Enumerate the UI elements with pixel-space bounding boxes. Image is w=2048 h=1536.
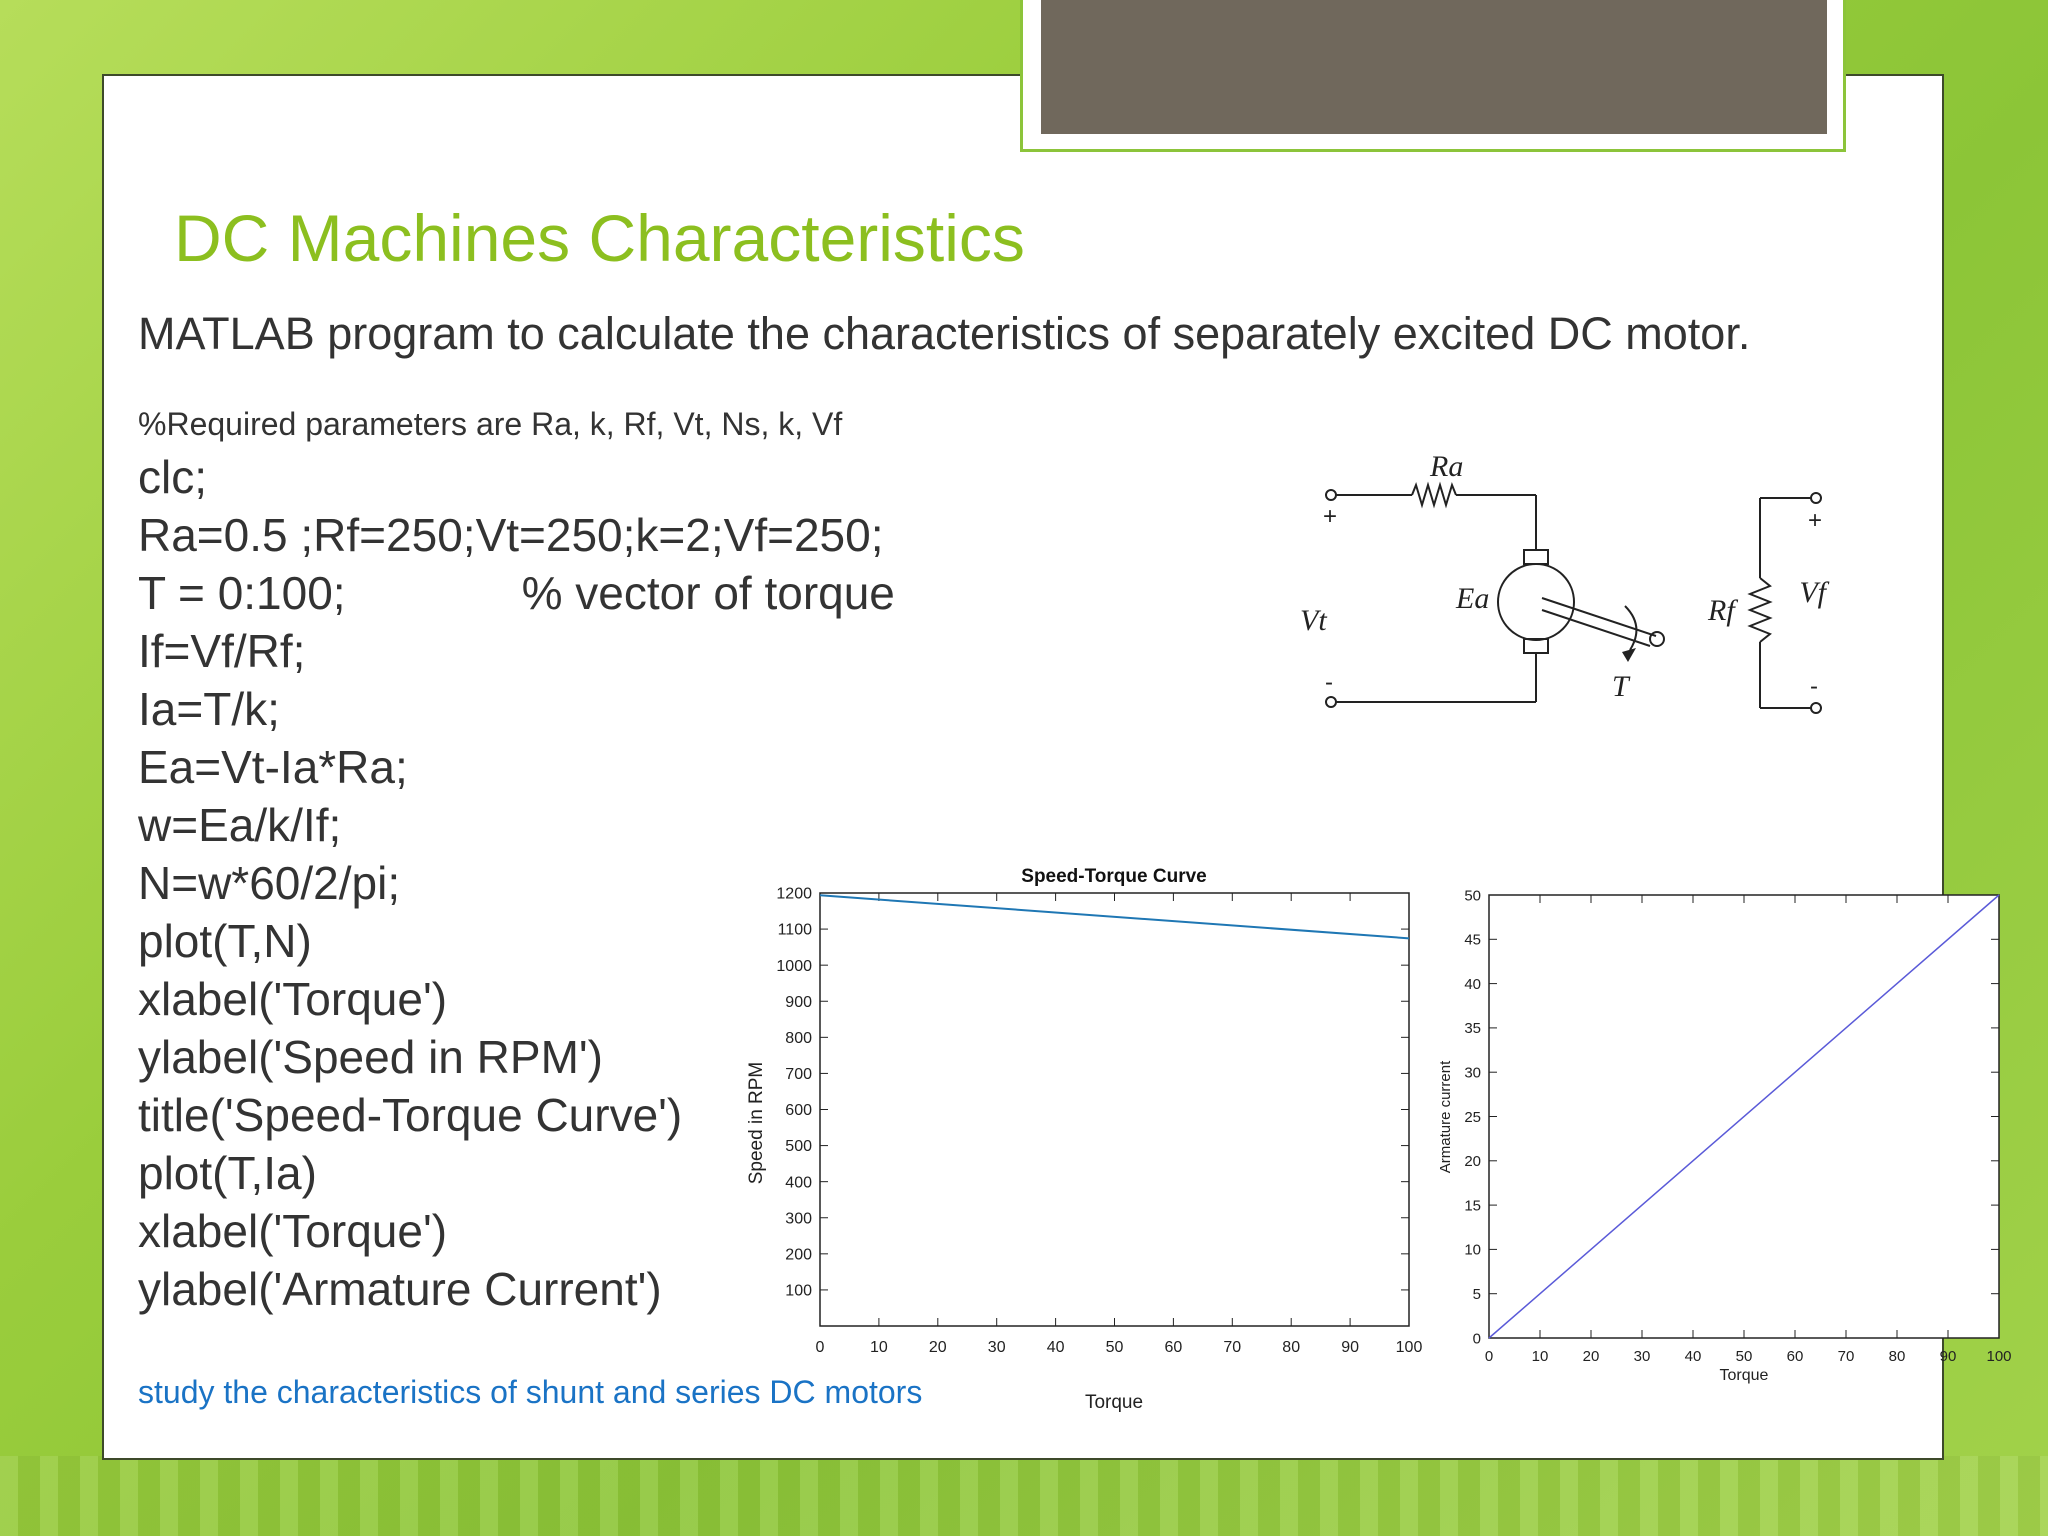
circuit-diagram [1280,440,1840,730]
study-link[interactable]: study the characteristics of shunt and series DC motors [138,1374,923,1410]
code-line: ylabel('Armature Current') [138,1263,662,1315]
label-ra: Ra [1430,450,1464,483]
shaft [1542,598,1656,636]
code-line: plot(T,N) [138,915,312,967]
inline-comment: % vector of torque [521,567,895,619]
terminal [1326,490,1336,500]
x-tick-label: 30 [987,1339,1006,1356]
x-tick-label: 100 [1986,1348,2012,1365]
brush-top [1524,550,1548,564]
x-tick-label: 80 [1888,1348,1906,1365]
label-plus-vt: + [1323,503,1338,530]
x-tick-label: 0 [1484,1348,1494,1365]
code-line: If=Vf/Rf; [138,625,306,677]
code-line: clc; [138,451,207,503]
x-tick-label: 60 [1164,1339,1183,1356]
label-minus-vt: - [1325,669,1333,696]
header-tab-block [1041,0,1827,134]
shaft-end [1650,632,1664,646]
code-line-text: T = 0:100; [138,567,346,619]
y-tick-label: 1200 [776,885,812,903]
y-axis-label: Speed in RPM [746,1061,767,1185]
code-line: Ea=Vt-Ia*Ra; [138,741,408,793]
armature-circle [1498,564,1574,640]
brush-bottom [1524,639,1548,653]
y-tick-label: 10 [1464,1241,1481,1259]
y-tick-label: 30 [1464,1064,1481,1082]
label-plus-vf: + [1808,507,1823,534]
y-tick-label: 15 [1464,1197,1481,1215]
armature-current-chart [1436,882,2016,1392]
y-tick-label: 5 [1472,1285,1481,1303]
x-tick-label: 50 [1735,1348,1753,1365]
background-stripes [0,1456,2048,1536]
label-minus-vf: - [1810,673,1818,700]
label-rf: Rf [1708,594,1735,627]
y-tick-label: 1100 [777,921,812,939]
y-tick-label: 900 [785,993,812,1011]
y-tick-label: 0 [1472,1330,1481,1348]
terminal [1326,697,1336,707]
x-tick-label: 90 [1939,1348,1957,1365]
y-tick-label: 500 [785,1138,812,1156]
code-line: w=Ea/k/If; [138,799,342,851]
y-tick-label: 400 [785,1174,812,1192]
y-tick-label: 25 [1464,1108,1481,1126]
x-tick-label: 100 [1395,1339,1423,1356]
speed-torque-chart [740,860,1440,1420]
chart-title: Speed-Torque Curve [1021,866,1207,887]
x-tick-label: 90 [1341,1339,1359,1356]
x-tick-label: 50 [1105,1339,1124,1356]
slide-subtitle: MATLAB program to calculate the characteristics of separately excited DC motor. [138,308,1751,359]
label-ea: Ea [1456,582,1490,615]
code-comment: %Required parameters are Ra, k, Rf, Vt, Ns, k, Vf [138,406,843,442]
x-axis-label: Torque [1084,1392,1144,1413]
x-axis-label: Torque [1719,1367,1769,1384]
resistor-ra [1412,485,1456,505]
x-tick-label: 40 [1684,1348,1702,1365]
code-line: xlabel('Torque') [138,1205,448,1257]
y-axis-label: Armature current [1437,1060,1454,1174]
x-tick-label: 10 [1531,1348,1549,1365]
x-tick-label: 20 [1582,1348,1600,1365]
y-tick-label: 300 [785,1210,812,1228]
code-line: Ia=T/k; [138,683,280,735]
y-tick-label: 600 [785,1102,812,1120]
code-line [138,564,895,622]
y-tick-label: 45 [1464,931,1481,949]
code-line: N=w*60/2/pi; [138,857,401,909]
code-line: Ra=0.5 ;Rf=250;Vt=250;k=2;Vf=250; [138,509,884,561]
x-tick-label: 10 [870,1339,888,1356]
slide-title: DC Machines Characteristics [174,201,1025,275]
terminal [1811,493,1821,503]
label-vf: Vf [1799,576,1826,609]
x-tick-label: 80 [1282,1339,1301,1356]
y-tick-label: 35 [1464,1020,1481,1038]
x-tick-label: 70 [1837,1348,1855,1365]
code-line: ylabel('Speed in RPM') [138,1031,603,1083]
terminal [1811,703,1821,713]
resistor-rf [1750,578,1770,642]
torque-arrowhead [1622,648,1636,662]
y-tick-label: 20 [1464,1153,1481,1171]
code-line: plot(T,Ia) [138,1147,317,1199]
y-tick-label: 50 [1464,887,1481,905]
y-tick-label: 40 [1464,975,1481,993]
x-tick-label: 40 [1046,1339,1065,1356]
x-tick-label: 70 [1223,1339,1242,1356]
label-vt: Vt [1300,604,1327,637]
x-tick-label: 60 [1786,1348,1804,1365]
y-tick-label: 800 [785,1029,812,1047]
x-tick-label: 20 [928,1339,947,1356]
y-tick-label: 700 [785,1066,812,1084]
plot-area [820,893,1409,1326]
y-tick-label: 100 [785,1282,812,1300]
label-t: T [1612,670,1629,703]
code-line: xlabel('Torque') [138,973,448,1025]
y-tick-label: 1000 [776,957,812,975]
y-tick-label: 200 [785,1246,812,1264]
x-tick-label: 30 [1633,1348,1651,1365]
code-line: title('Speed-Torque Curve') [138,1089,683,1141]
x-tick-label: 0 [815,1339,825,1356]
